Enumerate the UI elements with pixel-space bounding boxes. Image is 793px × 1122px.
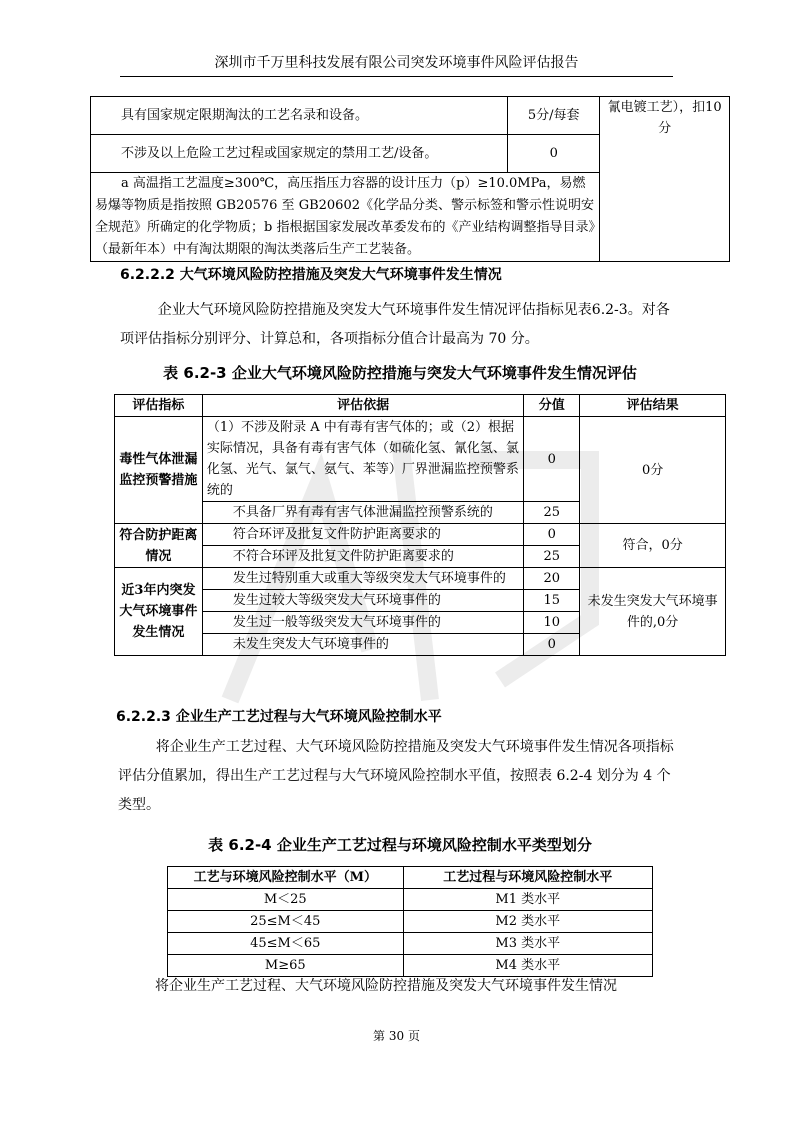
- page-header: 深圳市千万里科技发展有限公司突发环境事件风险评估报告: [120, 52, 673, 77]
- basis-cell: （1）不涉及附录 A 中有毒有害气体的；或（2）根据实际情况，具备有毒有害气体（如硫化氢、氰化氢、氯化氢、光气、氯气、氨气、苯等）厂界泄漏监控预警系统的: [202, 417, 523, 502]
- table-6-2-4: [167, 866, 653, 977]
- basis-cell: 不具备厂界有毒有害气体泄漏监控预警系统的: [202, 502, 523, 524]
- column-header: 评估结果: [580, 395, 726, 417]
- table-row: [91, 97, 730, 135]
- table-row: [168, 911, 653, 933]
- paragraph-6222: 企业大气环境风险防控措施及突发大气环境事件发生情况评估指标见表6.2-3。对各项评估指标分别评分、计算总和，各项指标分值合计最高为 70 分。: [120, 302, 670, 347]
- table-cell: 45≤M＜65: [168, 933, 404, 955]
- table-cell: 25≤M＜45: [168, 911, 404, 933]
- score-cell: 0: [524, 417, 580, 502]
- score-cell: 25: [524, 502, 580, 524]
- result-cell: 0分: [580, 417, 726, 524]
- table-cell: M2 类水平: [403, 911, 652, 933]
- result-cell: 未发生突发大气环境事件的,0分: [580, 568, 726, 656]
- section-heading-6223: 6.2.2.3 企业生产工艺过程与大气环境风险控制水平: [116, 709, 442, 725]
- table-cell: M≥65: [168, 955, 404, 977]
- score-cell: 20: [524, 568, 580, 590]
- table-cell: 0: [508, 135, 600, 173]
- table-row: [115, 568, 726, 590]
- table-header-row: [115, 395, 726, 417]
- score-cell: 15: [524, 590, 580, 612]
- table-prev-continuation: [90, 96, 730, 262]
- table-cell: 5分/每套: [508, 97, 600, 135]
- basis-cell: 发生过特别重大或重大等级突发大气环境事件的: [202, 568, 523, 590]
- table-header-row: [168, 867, 653, 889]
- score-cell: 0: [524, 524, 580, 546]
- basis-cell: 未发生突发大气环境事件的: [202, 634, 523, 656]
- table-row: [168, 933, 653, 955]
- table-caption-6-2-3: 表 6.2-3 企业大气环境风险防控措施与突发大气环境事件发生情况评估: [163, 364, 637, 382]
- table-cell: M＜25: [168, 889, 404, 911]
- section-heading-6222: 6.2.2.2 大气环境风险防控措施及突发大气环境事件发生情况: [120, 267, 502, 283]
- table-row: [168, 889, 653, 911]
- page-number: 第 30 页: [373, 1029, 420, 1043]
- table-row: [115, 524, 726, 546]
- column-header: 评估指标: [115, 395, 203, 417]
- table-6-2-3: [114, 394, 726, 656]
- table-cell: 具有国家规定限期淘汰的工艺名录和设备。: [91, 97, 508, 135]
- basis-cell: 符合环评及批复文件防护距离要求的: [202, 524, 523, 546]
- table-cell: M3 类水平: [403, 933, 652, 955]
- column-header: 工艺与环境风险控制水平（M）: [168, 867, 404, 889]
- table-cell: M4 类水平: [403, 955, 652, 977]
- trailing-paragraph: 将企业生产工艺过程、大气环境风险防控措施及突发大气环境事件发生情况: [155, 978, 617, 994]
- indicator-cell: 近3年内突发大气环境事件发生情况: [115, 568, 203, 656]
- table-cell-result: 氰电镀工艺），扣10分: [600, 97, 730, 262]
- score-cell: 10: [524, 612, 580, 634]
- basis-cell: 发生过较大等级突发大气环境事件的: [202, 590, 523, 612]
- result-cell: 符合，0分: [580, 524, 726, 568]
- table-caption-6-2-4: 表 6.2-4 企业生产工艺过程与环境风险控制水平类型划分: [208, 836, 592, 854]
- basis-cell: 不符合环评及批复文件防护距离要求的: [202, 546, 523, 568]
- table-cell: M1 类水平: [403, 889, 652, 911]
- basis-cell: 发生过一般等级突发大气环境事件的: [202, 612, 523, 634]
- score-cell: 25: [524, 546, 580, 568]
- table-cell: 不涉及以上危险工艺过程或国家规定的禁用工艺/设备。: [91, 135, 508, 173]
- column-header: 评估依据: [202, 395, 523, 417]
- table-note: a 高温指工艺温度≥300℃，高压指压力容器的设计压力（p）≥10.0MPa，易燃易爆等物质是指按照 GB20576 至 GB20602《化学品分类、警示标签和警示性说明安全规范》所确定的化学物质；b 指根据国家发展改革委发布的《产业结构调整指导目录》（最新年本）中有淘汰期限的淘汰类落后生产工艺装备。: [91, 173, 600, 262]
- column-header: 分值: [524, 395, 580, 417]
- table-row: [115, 417, 726, 502]
- score-cell: 0: [524, 634, 580, 656]
- paragraph-6223: 将企业生产工艺过程、大气环境风险防控措施及突发大气环境事件发生情况各项指标评估分值累加，得出生产工艺过程与大气环境风险控制水平值，按照表 6.2-4 划分为 4 个类型。: [118, 739, 674, 813]
- indicator-cell: 毒性气体泄漏监控预警措施: [115, 417, 203, 524]
- indicator-cell: 符合防护距离情况: [115, 524, 203, 568]
- column-header: 工艺过程与环境风险控制水平: [403, 867, 652, 889]
